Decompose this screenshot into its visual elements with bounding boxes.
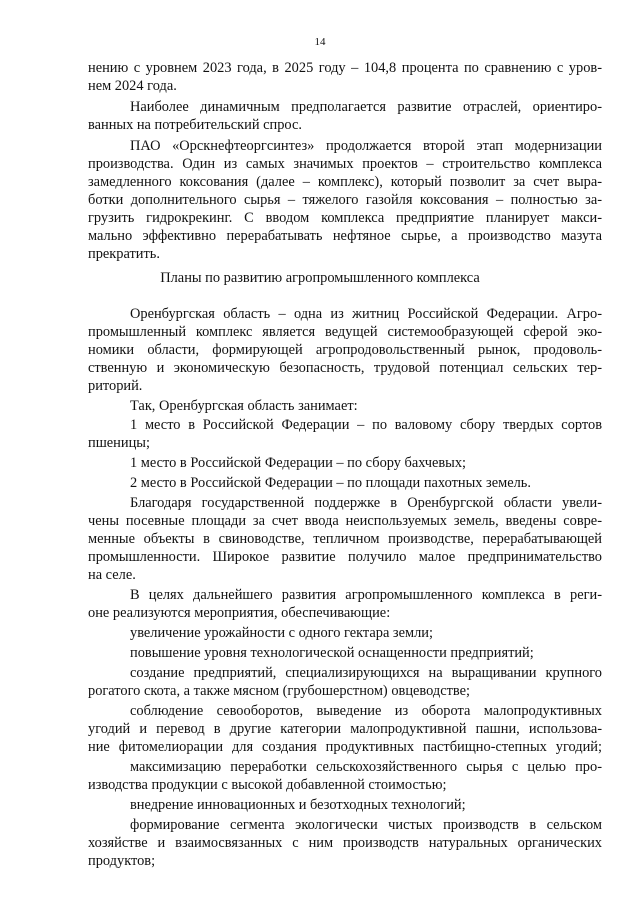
text-line: оне реализуются мероприятия, обеспечивающие: — [88, 605, 391, 621]
text-line: замедленного коксования (далее – комплекс), который позволит за счет выра- — [88, 174, 602, 190]
list-item: соблюдение севооборотов, выведение из оборота малопродуктивных — [130, 703, 602, 719]
text-line: нем 2024 года. — [88, 78, 177, 94]
text-line: номики области, формирующей агропродовольственный рынок, продоволь- — [88, 342, 602, 358]
list-item: повышение уровня технологической оснащенности предприятий; — [130, 645, 534, 661]
page-number: 14 — [314, 36, 326, 48]
list-item: рогатого скота, а также мясном (грубошерстном) овцеводстве; — [88, 683, 470, 699]
list-item: 2 место в Российской Федерации – по площади пахотных земель. — [130, 475, 531, 491]
list-item: внедрение инновационных и безотходных технологий; — [130, 797, 466, 813]
list-item: создание предприятий, специализирующихся на выращивании крупного — [130, 665, 602, 681]
section-heading: Планы по развитию агропромышленного комплекса — [160, 270, 480, 286]
list-item: формирование сегмента экологически чистых производств в сельском — [130, 817, 602, 833]
text-line: Благодаря государственной поддержке в Оренбургской области увели- — [130, 495, 602, 511]
text-line: прекратить. — [88, 246, 160, 262]
list-item: хозяйстве и взаимосвязанных с ним производств натуральных органических — [88, 835, 602, 851]
text-line: промышленности. Широкое развитие получило малое предпринимательство — [88, 549, 602, 565]
text-line: ботки дополнительного сырья – тяжелого газойля коксования – полностью за- — [88, 192, 602, 208]
list-item: продуктов; — [88, 853, 156, 869]
text-line: производства. Один из самых значимых проектов – строительство комплекса — [88, 156, 602, 172]
list-item: 1 место в Российской Федерации – по валовому сбору твердых сортов — [130, 417, 602, 433]
list-item: увеличение урожайности с одного гектара земли; — [130, 625, 433, 641]
list-item: пшеницы; — [88, 435, 150, 451]
text-line: ванных на потребительский спрос. — [88, 117, 302, 133]
text-line: промышленный комплекс является ведущей системообразующей сферой эко- — [88, 324, 602, 340]
list-item: угодий и перевод в другие категории малопродуктивной пашни, использова- — [88, 721, 602, 737]
text-line: Наиболее динамичным предполагается развитие отраслей, ориентиро- — [130, 99, 602, 115]
text-line: ПАО «Орскнефтеоргсинтез» продолжается второй этап модернизации — [130, 138, 602, 154]
list-item: 1 место в Российской Федерации – по сбору бахчевых; — [130, 455, 467, 471]
text-line: ственную и экономическую безопасность, трудовой потенциал сельских тер- — [88, 360, 602, 376]
text-line: Оренбургская область – одна из житниц Российской Федерации. Агро- — [130, 306, 602, 322]
text-line: В целях дальнейшего развития агропромышленного комплекса в реги- — [130, 587, 602, 603]
text-line: Так, Оренбургская область занимает: — [130, 398, 358, 414]
list-item: ние фитомелиорации для создания продуктивных пастбищно-степных угодий; — [88, 739, 602, 755]
list-item: максимизацию переработки сельскохозяйственного сырья с целью про- — [130, 759, 602, 775]
text-line: риторий. — [88, 378, 143, 394]
text-line: на селе. — [88, 567, 136, 583]
text-line: мально эффективно перерабатывать нефтяное сырье, а производство мазута — [88, 228, 602, 244]
text-line: менные объекты в свиноводстве, тепличном производстве, перерабатывающей — [88, 531, 602, 547]
text-line: грузить гидрокрекинг. С вводом комплекса предприятие планирует макси- — [88, 210, 602, 226]
text-line: чены посевные площади за счет ввода неиспользуемых земель, введены совре- — [88, 513, 602, 529]
list-item: изводства продукции с высокой добавленной стоимостью; — [88, 777, 447, 793]
text-line: нению с уровнем 2023 года, в 2025 году – 104,8 процента по сравнению с уров- — [88, 60, 602, 76]
